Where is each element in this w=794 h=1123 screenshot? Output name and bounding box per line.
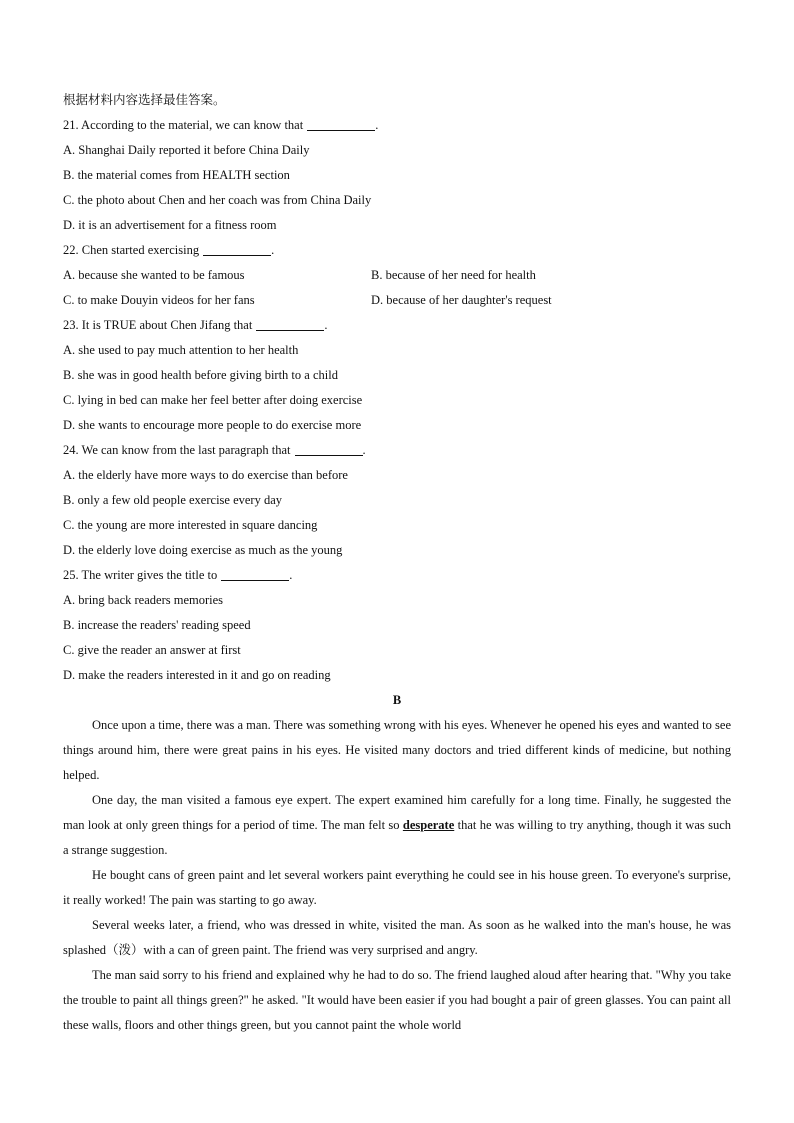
option: A. she used to pay much attention to her health: [63, 343, 299, 357]
question-stem: 21. According to the material, we can know that .: [63, 118, 379, 132]
answer-blank: [307, 116, 375, 131]
option: C. the young are more interested in square dancing: [63, 518, 318, 532]
question-25-stem: 25. The writer gives the title to: [63, 568, 218, 582]
keyword-desperate: desperate: [402, 818, 455, 832]
document-page: [63, 88, 731, 1038]
option: D. make the readers interested in it and go on reading: [63, 668, 331, 682]
option: A. because she wanted to be famous: [63, 268, 245, 282]
question-23-stem: 23. It is TRUE about Chen Jifang that: [63, 318, 253, 332]
option: C. to make Douyin videos for her fans: [63, 293, 255, 307]
question-21-stem: 21. According to the material, we can know that: [63, 118, 304, 132]
paragraph-text: One day, the man visited a famous eye expert. The expert examined him carefully for a long time. Finally, he suggested the man look at only green things for a period of time. The man felt so: [63, 793, 731, 832]
answer-blank: [221, 566, 289, 581]
section-heading: B: [392, 693, 402, 707]
question-24-stem: 24. We can know from the last paragraph that: [63, 443, 291, 457]
paragraph-text: that he was willing to try anything, though it was such a strange suggestion.: [63, 818, 731, 857]
passage-paragraph: Once upon a time, there was a man. There was something wrong with his eyes. Whenever he opened his eyes and wanted to see things around him, there were great pains in his eyes. He visited many doctors and tried different kinds of medicine, but nothing helped.: [63, 718, 731, 782]
option: A. Shanghai Daily reported it before China Daily: [63, 143, 310, 157]
option: B. she was in good health before giving birth to a child: [63, 368, 338, 382]
question-22-stem: 22. Chen started exercising: [63, 243, 200, 257]
answer-blank: [256, 316, 324, 331]
answer-blank: [203, 241, 271, 256]
option: D. she wants to encourage more people to do exercise more: [63, 418, 362, 432]
passage-paragraph: [63, 788, 731, 863]
option: B. only a few old people exercise every day: [63, 493, 283, 507]
passage-paragraph: Several weeks later, a friend, who was dressed in white, visited the man. As soon as he walked into the man's house, he was splashed（泼）with a can of green paint. The friend was very surprised and angry.: [63, 918, 731, 957]
option-row: [63, 263, 731, 288]
option: B. increase the readers' reading speed: [63, 618, 251, 632]
option: B. because of her need for health: [371, 268, 536, 282]
option: C. give the reader an answer at first: [63, 643, 241, 657]
option: C. lying in bed can make her feel better after doing exercise: [63, 393, 363, 407]
question-stem: 23. It is TRUE about Chen Jifang that .: [63, 318, 328, 332]
option: A. bring back readers memories: [63, 593, 224, 607]
answer-blank: [295, 441, 363, 456]
question-stem: 25. The writer gives the title to .: [63, 568, 293, 582]
passage-paragraph: He bought cans of green paint and let several workers paint everything he could see in his house green. To everyone's surprise, it really worked! The pain was starting to go away.: [63, 868, 731, 907]
option-row: [63, 288, 731, 313]
question-stem: 22. Chen started exercising .: [63, 243, 275, 257]
passage-paragraph: The man said sorry to his friend and explained why he had to do so. The friend laughed aloud after hearing that. "Why you take the trouble to paint all things green?" he asked. "It would have been easier if you had bought a pair of green glasses. You can paint all these walls, floors and other things green, but you cannot paint the whole world: [63, 968, 731, 1032]
option: D. the elderly love doing exercise as much as the young: [63, 543, 343, 557]
option: A. the elderly have more ways to do exercise than before: [63, 468, 348, 482]
option: D. because of her daughter's request: [371, 293, 552, 307]
option: C. the photo about Chen and her coach was from China Daily: [63, 193, 372, 207]
option: D. it is an advertisement for a fitness room: [63, 218, 277, 232]
question-stem: 24. We can know from the last paragraph that .: [63, 443, 366, 457]
option: B. the material comes from HEALTH section: [63, 168, 290, 182]
instruction: 根据材料内容选择最佳答案。: [63, 93, 226, 107]
